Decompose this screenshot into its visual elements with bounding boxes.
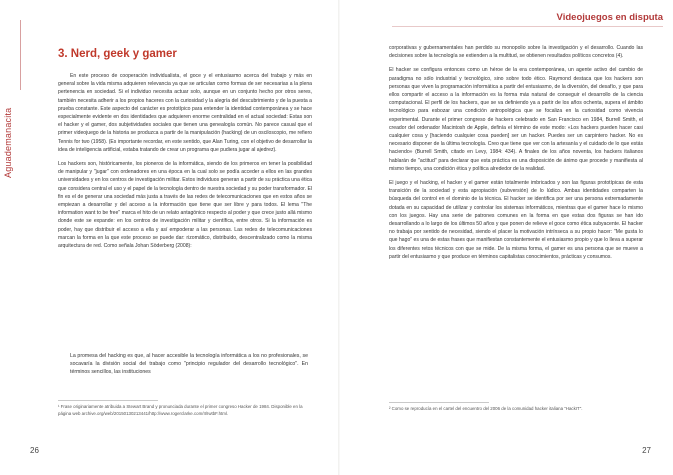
section-title: 3. Nerd, geek y gamer [58,48,177,60]
running-head: Videojuegos en disputa [556,12,663,23]
page-number: 27 [642,446,651,455]
footnote-rule [389,402,489,403]
left-body [58,72,312,256]
paragraph: El juego y el hacking, el hacker y el gamer están totalmente imbricados y son las figuras prototípicas de esta transición de la sociedad y esta apropiación (subversión) de lo lúdico. Ambas identidades comparten la búsqueda del control en el dominio de la técnica. El hacker se identifica por ser una persona extremadamente dotada en su capacidad de utilizar y controlar los sistemas informáticos, mientras que el gamer hace lo mismo con los juegos. Hay una serie de patrones comunes en la forma en que estas dos figuras se han ido desarrollando a lo largo de los últimos 50 años y que ponen de relieve el goce como ética subyacente. El hacker no trabaja por sentido de necesidad, siendo el placer la motivación intrínseca a su propio hacer: "Me gusta lo que hago" es una de estas frases que manifiestan constantemente el entusiasmo propio y que lo lleva a superar los diferentes retos técnicos con que se mide. De la misma forma, el gamer es una persona que se mueve a partir del entusiasmo y que produce en términos capitalistas conocimientos, prácticas y consumos. [389,180,643,260]
running-head-rule [392,26,663,27]
paragraph: El hacker se configura entonces como un héroe de la era contemporánea, un agente activo del cambio de paradigma no sólo industrial y tecnológico, sino sobre todo ético. Raymond destaca que los hackers son personas que viven la programación informática a partir del entusiasmo, de la diversión, del desafío, y que para ellos compartir el acceso a la información es la forma más natural de conseguir el desarrollo de la ciencia computacional. El perfil de los hackers, que se va definiendo ya a partir de los años ochenta, supera el ámbito tecnológico para esbozar una condición antropológica que se focaliza en la curiosidad como vivencia experimental. Durante el primer congreso de hackers celebrado en San Francisco en 1984, Burrell Smith, el creador del ordenador Macintosh de Apple, definía el término de este modo: «Los hackers pueden hacer casi cualquier cosa y [haciendo cualquier cosa pueden] ser un hacker. Puedes ser un carpintero hacker. No es necesario disponer de la última tecnología. Creo que tiene que ver con la artesanía y el cuidado de lo que estás haciendo» (Burrell Smith, citado en Levy, 1984: 434). A finales de los años noventa, los hackers italianos hablarán de "actitud" para declarar que esta práctica es una disposición de ánimo que procede y manifiesta al mismo tiempo, una condición ética y política alrededor de la realidad. [389,67,643,172]
paragraph: En este proceso de cooperación individualista, el goce y el entusiasmo acerca del trabajo y más en general sobre la vida misma adquieren relevancia ya que se articulan como formas de ser necesarias a la plena pertenencia en sociedad. Si el individuo necesita actuar solo, aunque en un conjunto hecho por otros seres, también necesita adherir a los propios haceres con la curiosidad y la alegría del descubrimiento y de la puesta a prueba constante. Este aspecto del carácter es prototípico para entender la identidad contemporánea y se hace especialmente evidente en dos identidades que adquieren enorme centralidad en el actual sociedad: Estas son el hacker y el gamer, dos subjetividades sociales que tienen una genealogía común. No parece casual que el primer videojuego de la historia se produzca a partir de la manipulación (hacking) de un osciloscopio, me refiero Tennis for two (1958). (Es importante recordar, en este sentido, que Alan Turing, con el objetivo de desarrollar la idea de inteligencia artificial, estaba tratando de crear un programa que pudiera jugar al ajedrez). [58,73,312,153]
page-number: 26 [30,446,39,455]
right-body [389,44,643,267]
side-rule [20,20,21,90]
right-page [340,0,673,475]
paragraph: corporativas y gubernamentales han perdido su monopolio sobre la investigación y el desarrollo. Cuando las decisiones sobre la tecnología se extienden a la multitud, se obtienen resultados políticos concretos (4). [389,45,643,60]
footnote: ¹ Frase originariamente atribuida a Stewart Brand y pronunciada durante el primer congreso Hacker de 1984. Disponible en la página web archive.org/web/20150130213441/http://www.rogerclarke.com/II/IwtbF.html. [58,404,303,416]
block-quote: La promesa del hacking es que, al hacer accesible la tecnología informática a los no profesionales, se socavaría la división social del trabajo como "principio regulador del desarrollo tecnológico". En términos sencillos, las instituciones [70,353,308,376]
footnote: ² Como se reproducía en el cartel del encuentro del 2006 de la comunidad hacker italiana "HackIT". [389,406,583,411]
footnote-rule [58,400,158,401]
side-tab: Aguademanacita [3,107,13,178]
paragraph: Los hackers son, históricamente, los pioneros de la informática, siendo de los primeros en tener la posibilidad de manipular y "jugar" con ordenadores en una época en la cual solo se podía acceder a ellos en las grandes universidades y en los centros de investigación militar. Estos individuos generan a partir de su práctica una ética que considera central el uso y el papel de la tecnología dentro de nuestra sociedad y su poder transformador. El fin es el de generar una sociedad más justa a través de las redes de telecomunicaciones que en estos años se empiezan a desarrollar y del acceso a la información que tiene que ser libre y para todos. El lema "The information want to be free" marca el hito de un relato antagónico respecto al poder y que crece justo allá mismo donde este se expande: en los centros de investigación militar y científica, entre otros. Si la información es poder, hay que distribuir el acceso a ella y así empoderar a las personas. Las redes de telecomunicaciones marcan la forma en la que este proceso se puede dar: rizomático, distribuido, descentralizado como la misma arquitectura de red. Como señala Johan Söderberg (2008): [58,161,312,250]
